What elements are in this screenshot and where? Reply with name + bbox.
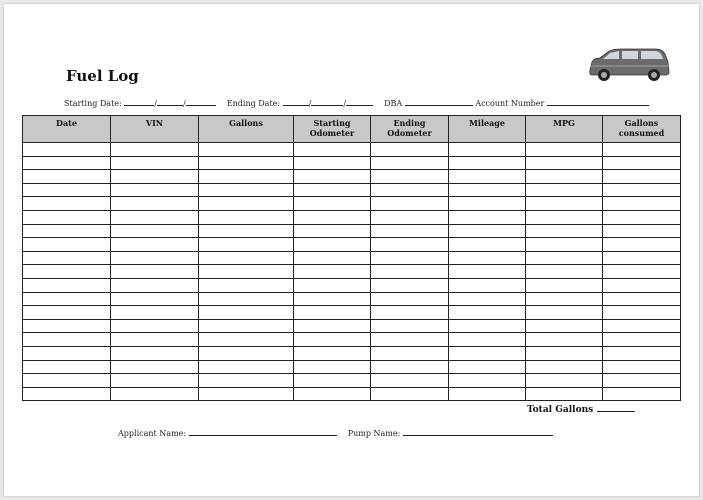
- table-row: [23, 197, 681, 211]
- table-cell[interactable]: [23, 197, 111, 211]
- table-cell[interactable]: [199, 387, 294, 401]
- table-row: [23, 292, 681, 306]
- table-row: [23, 224, 681, 238]
- table-cell[interactable]: [294, 346, 371, 360]
- table-cell[interactable]: [199, 306, 294, 320]
- table-cell[interactable]: [371, 224, 449, 238]
- table-cell[interactable]: [449, 265, 526, 279]
- table-cell[interactable]: [371, 170, 449, 184]
- total-gallons-label: Total Gallons: [527, 405, 594, 415]
- table-cell[interactable]: [199, 143, 294, 157]
- table-cell[interactable]: [449, 333, 526, 347]
- column-header: Gallons: [199, 116, 294, 143]
- table-cell[interactable]: [23, 265, 111, 279]
- account-number-label: Account Number: [475, 99, 545, 108]
- table-cell[interactable]: [23, 238, 111, 252]
- table-cell[interactable]: [199, 238, 294, 252]
- table-cell[interactable]: [199, 374, 294, 388]
- table-cell[interactable]: [603, 183, 681, 197]
- total-gallons: [527, 403, 635, 415]
- table-cell[interactable]: [603, 224, 681, 238]
- column-header: Date: [23, 116, 111, 143]
- table-cell[interactable]: [23, 183, 111, 197]
- column-header: MPG: [526, 116, 603, 143]
- table-cell[interactable]: [371, 333, 449, 347]
- table-row: [23, 333, 681, 347]
- table-cell[interactable]: [199, 292, 294, 306]
- table-cell[interactable]: [199, 251, 294, 265]
- table-cell[interactable]: [449, 360, 526, 374]
- date-separator: /: [182, 99, 186, 108]
- table-cell[interactable]: [603, 319, 681, 333]
- table-cell[interactable]: [603, 170, 681, 184]
- table-cell[interactable]: [111, 374, 199, 388]
- table-cell[interactable]: [603, 265, 681, 279]
- table-cell[interactable]: [526, 238, 603, 252]
- table-cell[interactable]: [603, 143, 681, 157]
- table-cell[interactable]: [111, 387, 199, 401]
- table-cell[interactable]: [23, 278, 111, 292]
- column-header: Starting Odometer: [294, 116, 371, 143]
- table-cell[interactable]: [294, 224, 371, 238]
- table-row: [23, 374, 681, 388]
- table-cell[interactable]: [294, 265, 371, 279]
- table-cell[interactable]: [449, 197, 526, 211]
- table-cell[interactable]: [199, 197, 294, 211]
- table-row: [23, 319, 681, 333]
- table-cell[interactable]: [526, 251, 603, 265]
- table-cell[interactable]: [111, 170, 199, 184]
- table-cell[interactable]: [199, 210, 294, 224]
- table-row: [23, 278, 681, 292]
- table-cell[interactable]: [371, 143, 449, 157]
- table-cell[interactable]: [526, 319, 603, 333]
- table-cell[interactable]: [603, 333, 681, 347]
- table-cell[interactable]: [23, 156, 111, 170]
- ending-date-year-blank[interactable]: [346, 98, 373, 106]
- applicant-name-label: Applicant Name:: [118, 429, 187, 438]
- table-cell[interactable]: [371, 319, 449, 333]
- table-row: [23, 183, 681, 197]
- table-cell[interactable]: [603, 197, 681, 211]
- table-cell[interactable]: [199, 170, 294, 184]
- table-cell[interactable]: [449, 156, 526, 170]
- table-cell[interactable]: [294, 319, 371, 333]
- table-cell[interactable]: [294, 360, 371, 374]
- ending-date-label: Ending Date:: [226, 99, 281, 108]
- applicant-name-blank[interactable]: [189, 428, 337, 436]
- table-cell[interactable]: [449, 387, 526, 401]
- table-cell[interactable]: [526, 346, 603, 360]
- table-cell[interactable]: [199, 224, 294, 238]
- table-cell[interactable]: [449, 210, 526, 224]
- table-row: [23, 210, 681, 224]
- table-cell[interactable]: [23, 306, 111, 320]
- table-row: [23, 346, 681, 360]
- table-cell[interactable]: [199, 156, 294, 170]
- pump-name-blank[interactable]: [403, 428, 553, 436]
- table-cell[interactable]: [111, 333, 199, 347]
- table-cell[interactable]: [23, 374, 111, 388]
- table-cell[interactable]: [603, 238, 681, 252]
- table-cell[interactable]: [371, 265, 449, 279]
- table-cell[interactable]: [23, 360, 111, 374]
- table-cell[interactable]: [199, 346, 294, 360]
- table-cell[interactable]: [294, 238, 371, 252]
- table-body: [23, 143, 681, 401]
- table-cell[interactable]: [526, 387, 603, 401]
- table-cell[interactable]: [111, 278, 199, 292]
- table-cell[interactable]: [449, 183, 526, 197]
- table-cell[interactable]: [371, 387, 449, 401]
- pump-name-label: Pump Name:: [347, 429, 401, 438]
- table-cell[interactable]: [449, 251, 526, 265]
- table-cell[interactable]: [199, 360, 294, 374]
- document-title: Fuel Log: [66, 67, 139, 85]
- starting-date-label: Starting Date:: [64, 99, 122, 108]
- table-cell[interactable]: [603, 306, 681, 320]
- table-cell[interactable]: [294, 183, 371, 197]
- table-row: [23, 387, 681, 401]
- starting-date-month-blank[interactable]: [124, 98, 154, 106]
- table-cell[interactable]: [23, 387, 111, 401]
- table-cell[interactable]: [294, 278, 371, 292]
- table-cell[interactable]: [111, 156, 199, 170]
- table-cell[interactable]: [526, 292, 603, 306]
- table-cell[interactable]: [449, 238, 526, 252]
- table-row: [23, 251, 681, 265]
- table-cell[interactable]: [199, 333, 294, 347]
- table-cell[interactable]: [111, 143, 199, 157]
- ending-date-month-blank[interactable]: [283, 98, 309, 106]
- table-row: [23, 238, 681, 252]
- table-cell[interactable]: [23, 170, 111, 184]
- table-cell[interactable]: [371, 374, 449, 388]
- table-cell[interactable]: [526, 374, 603, 388]
- table-cell[interactable]: [526, 143, 603, 157]
- date-separator: /: [308, 99, 312, 108]
- table-row: [23, 170, 681, 184]
- column-header: Mileage: [449, 116, 526, 143]
- column-header: VIN: [111, 116, 199, 143]
- table-cell[interactable]: [23, 346, 111, 360]
- table-cell[interactable]: [111, 197, 199, 211]
- total-gallons-blank[interactable]: [597, 403, 635, 412]
- table-row: [23, 143, 681, 157]
- table-header-row: [23, 116, 681, 143]
- table-row: [23, 265, 681, 279]
- table-cell[interactable]: [449, 292, 526, 306]
- table-cell[interactable]: [294, 210, 371, 224]
- ending-date-day-blank[interactable]: [308, 98, 343, 108]
- table-cell[interactable]: [526, 197, 603, 211]
- table-cell[interactable]: [111, 346, 199, 360]
- table-cell[interactable]: [23, 251, 111, 265]
- table-cell[interactable]: [111, 210, 199, 224]
- table-cell[interactable]: [294, 156, 371, 170]
- table-cell[interactable]: [526, 224, 603, 238]
- starting-date-year-blank[interactable]: [186, 98, 216, 106]
- fuel-log-table: [22, 115, 681, 401]
- table-cell[interactable]: [371, 251, 449, 265]
- table-cell[interactable]: [111, 319, 199, 333]
- table-cell[interactable]: [449, 306, 526, 320]
- table-cell[interactable]: [603, 360, 681, 374]
- starting-date-day-blank[interactable]: [157, 98, 183, 106]
- table-cell[interactable]: [294, 292, 371, 306]
- table-cell[interactable]: [23, 224, 111, 238]
- header-fields: [64, 98, 649, 108]
- table-cell[interactable]: [23, 319, 111, 333]
- date-separator: /: [154, 99, 157, 108]
- table-cell[interactable]: [526, 360, 603, 374]
- table-cell[interactable]: [111, 265, 199, 279]
- table-cell[interactable]: [371, 292, 449, 306]
- table-cell[interactable]: [371, 156, 449, 170]
- table-cell[interactable]: [449, 346, 526, 360]
- table-cell[interactable]: [449, 319, 526, 333]
- table-cell[interactable]: [526, 306, 603, 320]
- table-cell[interactable]: [371, 306, 449, 320]
- table-cell[interactable]: [526, 183, 603, 197]
- car-icon: [586, 46, 672, 84]
- table-cell[interactable]: [449, 143, 526, 157]
- table-cell[interactable]: [111, 306, 199, 320]
- table-cell[interactable]: [199, 278, 294, 292]
- date-separator: /: [343, 99, 347, 108]
- table-cell[interactable]: [199, 319, 294, 333]
- table-cell[interactable]: [526, 156, 603, 170]
- table-cell[interactable]: [294, 143, 371, 157]
- document-page: [4, 4, 699, 496]
- table-cell[interactable]: [294, 333, 371, 347]
- table-cell[interactable]: [603, 156, 681, 170]
- table-cell[interactable]: [449, 374, 526, 388]
- table-cell[interactable]: [526, 278, 603, 292]
- table-cell[interactable]: [111, 224, 199, 238]
- table-cell[interactable]: [23, 292, 111, 306]
- table-cell[interactable]: [294, 251, 371, 265]
- table-cell[interactable]: [603, 292, 681, 306]
- table-cell[interactable]: [449, 224, 526, 238]
- table-cell[interactable]: [23, 333, 111, 347]
- table-cell[interactable]: [23, 143, 111, 157]
- dba-label: DBA: [384, 99, 403, 108]
- table-cell[interactable]: [526, 210, 603, 224]
- table-cell[interactable]: [371, 183, 449, 197]
- table-cell[interactable]: [603, 346, 681, 360]
- table-cell[interactable]: [111, 238, 199, 252]
- table-row: [23, 360, 681, 374]
- table-cell[interactable]: [603, 251, 681, 265]
- table-cell[interactable]: [111, 251, 199, 265]
- column-header: Ending Odometer: [371, 116, 449, 143]
- table-cell[interactable]: [111, 360, 199, 374]
- table-cell[interactable]: [449, 170, 526, 184]
- table-cell[interactable]: [111, 292, 199, 306]
- dba-blank[interactable]: [405, 98, 473, 106]
- column-header: Gallons consumed: [603, 116, 681, 143]
- table-cell[interactable]: [526, 333, 603, 347]
- table-row: [23, 156, 681, 170]
- table-cell[interactable]: [111, 183, 199, 197]
- table-cell[interactable]: [199, 183, 294, 197]
- table-cell[interactable]: [371, 360, 449, 374]
- table-cell[interactable]: [371, 197, 449, 211]
- table-cell[interactable]: [526, 170, 603, 184]
- table-cell[interactable]: [294, 374, 371, 388]
- table-cell[interactable]: [371, 210, 449, 224]
- table-cell[interactable]: [199, 265, 294, 279]
- table-cell[interactable]: [603, 374, 681, 388]
- table-cell[interactable]: [294, 306, 371, 320]
- table-row: [23, 306, 681, 320]
- account-number-blank[interactable]: [547, 98, 649, 106]
- table-cell[interactable]: [603, 387, 681, 401]
- table-cell[interactable]: [371, 238, 449, 252]
- table-cell[interactable]: [23, 210, 111, 224]
- table-cell[interactable]: [603, 278, 681, 292]
- table-cell[interactable]: [294, 197, 371, 211]
- table-cell[interactable]: [294, 387, 371, 401]
- signature-fields: [118, 428, 553, 438]
- table-cell[interactable]: [449, 278, 526, 292]
- table-cell[interactable]: [371, 346, 449, 360]
- table-cell[interactable]: [526, 265, 603, 279]
- table-cell[interactable]: [603, 210, 681, 224]
- table-cell[interactable]: [371, 278, 449, 292]
- table-cell[interactable]: [294, 170, 371, 184]
